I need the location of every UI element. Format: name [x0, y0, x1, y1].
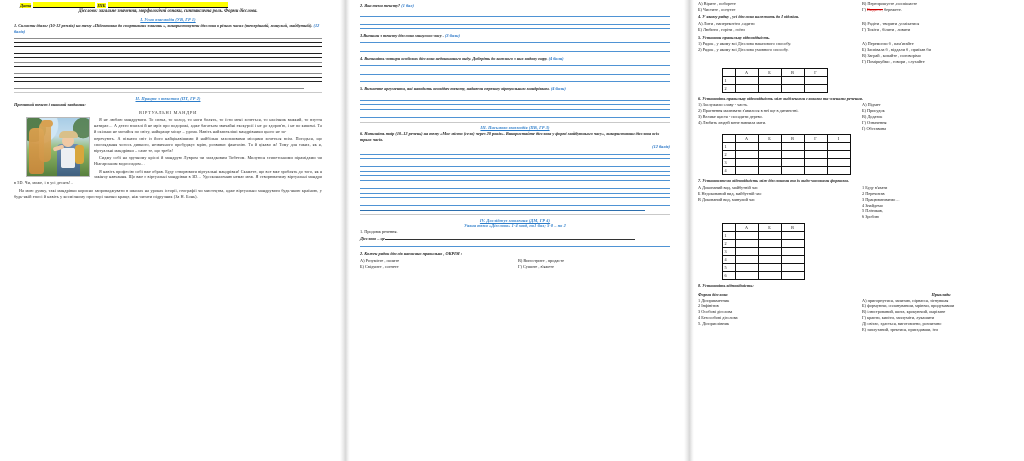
option-text: Любити , горіти , гоїти	[702, 27, 745, 33]
table-head-row	[723, 135, 851, 143]
option-text: Чистите , оснуєте	[702, 7, 736, 13]
match-right-item: 4 Знайдемо	[862, 202, 883, 208]
section-divider	[360, 122, 670, 123]
page-2	[350, 0, 684, 461]
task-1-points: (12 балів)	[14, 23, 320, 34]
match-right-item: Б) Присудок	[862, 108, 885, 114]
option-text: бережете.	[884, 7, 902, 13]
answer-line[interactable]	[360, 104, 670, 105]
match-left-item: В Доконаний вид, минулий час	[698, 196, 755, 202]
option-b[interactable]	[698, 7, 856, 13]
option-text: Сушите , в'яжете	[523, 264, 554, 270]
answer-line[interactable]	[14, 42, 322, 43]
task-iv-1: 1. Продовж речення.	[360, 228, 398, 234]
table-row[interactable]	[723, 264, 805, 272]
col-a: А	[735, 224, 758, 232]
col-b: Б	[758, 135, 781, 143]
match-right-item: Е) заплутаний, зректися, пригадавши, іти	[862, 326, 938, 332]
option-key: Б)	[698, 7, 702, 13]
option-text: Токіти , білити , ловити	[867, 27, 911, 33]
cell[interactable]	[781, 159, 804, 167]
match-left-item: 1) Заслужили славу - часть.	[698, 102, 749, 108]
cell[interactable]	[735, 76, 758, 84]
match-left-item: 5. Дієприслівник	[698, 320, 729, 326]
col-b: Б	[758, 224, 781, 232]
cell[interactable]	[827, 167, 850, 175]
answer-line[interactable]	[360, 81, 670, 82]
answer-table-q7[interactable]	[722, 223, 805, 280]
question-4	[360, 56, 670, 62]
article-paragraph: На мою думку, такі мандрівки корисно запроваджувати в школах на уроках історії, географії чи мистецтва, адже віртуально мандрувати будь-якою країною, у будь-якій епосі й навіть у космічному просторі значно краще, ніж читати підручник (За Н. Бонь).	[14, 187, 322, 199]
date-input-line[interactable]	[33, 2, 95, 8]
row-label: 4	[723, 256, 736, 264]
table-row[interactable]	[723, 248, 805, 256]
article-paragraph: Я навіть професію собі вже обрав. Буду створювати віртуальні мандрівки! Скажете, що все вже зроблять до того, як я закінчу навчання. Що вже є віртуальні мандрівки в 3D… Удосконаленню немає меж. Я створюватиму віртуальні мандри в 5D. Чи, може, і в усі десять!..	[14, 168, 322, 186]
answer-line[interactable]	[360, 210, 645, 211]
cell[interactable]	[735, 272, 758, 280]
match-right-item: Ґ) Обставина	[862, 125, 887, 131]
cell[interactable]	[758, 143, 781, 151]
cell[interactable]	[735, 256, 758, 264]
col-g: Г	[804, 135, 827, 143]
answer-line[interactable]	[360, 51, 670, 52]
match-right-item: Б) формуючи, сплануванши, мріючи, придумавши	[862, 303, 955, 309]
question-5-text: 5. Визначте аргументи, які наводить оповідач тексту, надаючи перевагу віртуальним мандрівкам.	[360, 85, 550, 91]
option-key: Б)	[360, 264, 364, 270]
answer-lines-1[interactable]	[14, 38, 322, 89]
answer-line[interactable]	[360, 180, 670, 181]
match-left-item: 4) Любить людей мене навчила мати.	[698, 119, 767, 125]
answer-line[interactable]	[14, 66, 322, 67]
answer-lines-essay[interactable]	[360, 154, 670, 211]
article-photo-boy-with-giraffes	[26, 117, 90, 177]
match-left-item: 2) Рядок , у якому всі Дієслова умовного способу.	[698, 47, 789, 53]
answer-table-q5[interactable]	[722, 68, 828, 93]
row-label: 3	[723, 248, 736, 256]
answer-line[interactable]	[360, 28, 670, 29]
match-right-item: Д) світає, здається, виготовлено, розпитано	[862, 320, 942, 326]
row-label: 1	[723, 143, 736, 151]
row-label: 2	[723, 84, 736, 92]
option-key: В)	[862, 1, 867, 6]
answer-line[interactable]	[360, 24, 670, 25]
cell[interactable]	[758, 240, 781, 248]
option-b[interactable]	[360, 264, 512, 270]
table-row[interactable]	[723, 240, 805, 248]
match-right-item: 5 Плітикав,	[862, 208, 883, 214]
answer-line[interactable]	[14, 81, 322, 82]
cell[interactable]	[781, 167, 804, 175]
match-right-item: 2 Перечитав	[862, 191, 885, 197]
article-paragraph: Сиджу собі на зручному кріслі й мандрую Лувром чи загадковим Тибетом. Милуюся єгипетськими пірамідами чи Ніагарським водоспадом…	[94, 155, 322, 167]
match-right-item: В) Заграй , копайте , поговорімо	[862, 53, 921, 59]
col-v: В	[781, 68, 804, 76]
question-3	[360, 33, 670, 39]
cell[interactable]	[804, 151, 827, 159]
worksheet-title: Дієслово: загальне значення, морфологічні ознаки, синтаксична роль. Форми дієслова.	[78, 9, 258, 14]
cell[interactable]	[781, 76, 804, 84]
row-label: 2	[723, 240, 736, 248]
col-blank	[723, 68, 736, 76]
question-3-points: (3 бали)	[444, 32, 460, 38]
task-iv-2-options	[360, 258, 670, 270]
page-gutter-1	[340, 0, 350, 461]
cell[interactable]	[781, 84, 804, 92]
task-iv-1-stub-row	[360, 235, 670, 242]
match-left-item: Б Недоконаний вид, майбутній час	[698, 191, 762, 197]
question-5-points: (4 бали)	[550, 85, 566, 91]
cell[interactable]	[758, 248, 781, 256]
option-key: А)	[698, 21, 703, 27]
answer-line[interactable]	[360, 205, 670, 206]
match-right-item: Г) крапти, кипіти, заплуміти, лукашити	[862, 315, 935, 320]
read-instruction: Прочитай текст і виконай завдання:	[14, 101, 86, 107]
section-divider	[14, 92, 322, 93]
page-1	[0, 0, 340, 461]
match-right-item: А) Підмет	[862, 102, 881, 108]
match-right-item: Г) Поміркуймо , говори , слухайте	[862, 58, 925, 64]
answer-line[interactable]	[14, 73, 322, 74]
struck-word: Кидаєте,	[867, 7, 883, 13]
cell[interactable]	[735, 248, 758, 256]
match-right-item: 3 Працюватимемо…	[862, 196, 900, 202]
section-4-heading: IV. Досліджує мовлення (ДМ, ГР 4)	[479, 217, 551, 223]
table-row[interactable]	[723, 256, 805, 264]
cell[interactable]	[804, 76, 827, 84]
answer-line[interactable]	[360, 197, 670, 198]
col-i: І	[827, 135, 850, 143]
row-label: 1	[723, 76, 736, 84]
cell[interactable]	[781, 143, 804, 151]
section-4-subheading: Уявна тема «Дієслово» 1-4 завд, по1 бал; 5-8 – по 2	[464, 222, 566, 228]
question-4-text: 4. У якому рядку , усі дієслова належать до І відміни.	[698, 14, 800, 20]
option-key: В)	[518, 257, 523, 263]
option-key: А)	[698, 1, 703, 6]
cell[interactable]	[758, 159, 781, 167]
option-g[interactable]	[862, 27, 1020, 33]
match-right-item: Г) Означення	[862, 119, 887, 125]
option-text: Свідчите , согнете	[364, 264, 399, 270]
article-body	[14, 117, 322, 201]
task-1-text	[14, 23, 322, 35]
answer-line[interactable]	[360, 166, 670, 167]
cell[interactable]	[735, 159, 758, 167]
answer-line[interactable]	[14, 57, 322, 58]
table-row[interactable]	[723, 151, 851, 159]
table-row[interactable]	[723, 143, 851, 151]
option-key: В)	[862, 21, 867, 27]
col-a: А	[735, 135, 758, 143]
cell[interactable]	[735, 232, 758, 240]
cell[interactable]	[735, 264, 758, 272]
match-left-item: А Доконаний вид, майбутній час	[698, 185, 758, 191]
cell[interactable]	[804, 159, 827, 167]
answer-line[interactable]	[14, 53, 322, 54]
cell[interactable]	[758, 167, 781, 175]
question-5-text: 5. Установи правильну відповідність.	[698, 34, 770, 40]
col-a: А	[735, 68, 758, 76]
section-3-heading: III. Письмово взаємодія (ПВ, ГР 3)	[480, 125, 550, 131]
option-b[interactable]	[698, 27, 856, 33]
article-paragraph: перечують. А пізнати світ із його найцікавішими й найбільш захопливими місцями хочеться всім. Погодься, що споглядання чогось дивного, незвичного пробуджує мрію, розвиває фантазію. Та й цікаво ж! Тому для таких, як я, віртуальні мандрівки – саме те, що треба!	[94, 135, 322, 153]
cell[interactable]	[758, 151, 781, 159]
task-1-body: 1. Скласти діалог (10-12 реплік) на тему «Підготовка до спортивних змагань », використовуючи дієслова в різних часах (теперішній, минулий, майбутній).	[14, 23, 313, 29]
question-4-options	[698, 21, 1020, 33]
table-row[interactable]	[723, 272, 805, 280]
cell[interactable]	[781, 272, 804, 280]
option-key: Г)	[518, 264, 522, 270]
col-v: В	[781, 135, 804, 143]
question-2-text: 2. Яка тема тексту?	[360, 3, 401, 8]
answer-line[interactable]	[360, 188, 670, 189]
article-paragraph: Я не люблю мандрувати. То спека, то холод, то ноги болять, то їсти мені хочеться, то насічник важкий, то взуття натирає… А дехто взагалі й не мріє про подорожі, адже багатьом звичайні екскурсії і не до здоров'ю, і не по кишені. Та й скільки не мотайся по світу, найкраще місце – удома. Навіть найзапекліші мандрівники цього не за-	[94, 116, 322, 134]
row-label: 4	[723, 167, 736, 175]
task-iv-2: 2. Кожен рядок дієслів написано правильно , ОКРІМ :	[360, 251, 463, 257]
cell[interactable]	[735, 143, 758, 151]
question-4-points: (4 бали)	[548, 55, 564, 61]
question-7-text: 7. Установлюємо відповідність між дієсловами та їх видо-часовими формами.	[698, 178, 849, 184]
table-row[interactable]	[723, 76, 828, 84]
answer-table-q6[interactable]	[722, 134, 851, 175]
row-label: 3	[723, 159, 736, 167]
answer-line[interactable]	[360, 154, 670, 155]
option-key: Б)	[698, 27, 702, 33]
q8-left-title: Форми дієслова	[698, 291, 728, 297]
cell[interactable]	[781, 264, 804, 272]
option-key: Г)	[862, 27, 866, 33]
question-4-text: 4. Випишіть чотири особових дієслова недоконаного виду. Доберіть до кожного з них видову пару.	[360, 55, 548, 61]
table-head-row	[723, 224, 805, 232]
answer-line[interactable]	[360, 100, 670, 101]
answer-line[interactable]	[360, 171, 670, 172]
cell[interactable]	[827, 151, 850, 159]
cell[interactable]	[827, 143, 850, 151]
section-1-heading: I. Усно взаємодія (УВ, ГР 1)	[140, 17, 196, 23]
option-g[interactable]	[518, 264, 670, 270]
page-gutter-2	[684, 0, 694, 461]
cell[interactable]	[758, 272, 781, 280]
question-2	[360, 3, 670, 9]
option-text: Вигострите , продасте	[523, 257, 565, 263]
answer-line[interactable]	[360, 109, 670, 110]
table-row[interactable]	[723, 159, 851, 167]
cell[interactable]	[781, 240, 804, 248]
answer-line[interactable]	[360, 74, 670, 75]
cell[interactable]	[827, 159, 850, 167]
cell[interactable]	[735, 84, 758, 92]
answer-line[interactable]	[360, 158, 670, 159]
question-3-text: 3.Випиши з тексту дієслова минулого часу .	[360, 32, 444, 38]
match-right-item: А) Перемогли б , пам'ятайте	[862, 41, 914, 47]
option-key: А)	[360, 257, 365, 263]
row-label: 5	[723, 264, 736, 272]
match-left-item: 3) Велике щастя - посадити дерево.	[698, 114, 763, 120]
row-label: 1	[723, 232, 736, 240]
q8-right-title: Приклади	[931, 291, 951, 297]
match-right-item: В) ілюстрований, шита, крокуючий, оырізане	[862, 309, 946, 315]
question-6-text: 6. Установіть правильну відповідність між виділеними словами та членами речення.	[698, 95, 863, 101]
match-right-item: А) пригорнутися, запитаю, пірнаєся, зігнувшая	[862, 297, 949, 303]
cell[interactable]	[758, 232, 781, 240]
option-text: Розумієте , полите	[365, 257, 400, 263]
name-input-line[interactable]	[108, 2, 228, 8]
match-left-item: 2) Прагнення малювати з'явилося в неї ще в дитинстві.	[698, 108, 799, 114]
cell[interactable]	[758, 264, 781, 272]
cell[interactable]	[735, 151, 758, 159]
cell[interactable]	[758, 256, 781, 264]
answer-line[interactable]	[360, 117, 670, 118]
match-left-item: 4 Безособові дієслова	[698, 315, 738, 320]
question-8-text: 8. Установіть відповідність:	[698, 283, 754, 289]
table-row[interactable]	[723, 167, 851, 175]
answer-line[interactable]	[14, 62, 322, 63]
table-row[interactable]	[723, 84, 828, 92]
question-8-pairs	[698, 292, 1020, 333]
answer-line[interactable]	[360, 42, 670, 43]
row-label: 2	[723, 151, 736, 159]
match-left-item: 1) Рядок , у якому всі Дієслова наказового способу.	[698, 41, 792, 47]
answer-line[interactable]	[360, 175, 670, 176]
col-blank	[723, 224, 736, 232]
match-right-item: 6 Зроблю	[862, 214, 880, 220]
date-label: Дата	[20, 3, 32, 8]
answer-line[interactable]	[360, 246, 670, 247]
question-6-pairs	[698, 102, 1020, 131]
option-g[interactable]	[862, 7, 1020, 13]
name-label: ПІБ	[97, 3, 106, 8]
match-right-item: В) Додаток	[862, 114, 883, 120]
col-b: Б	[758, 68, 781, 76]
question-3-tail-options	[698, 1, 1020, 13]
cell[interactable]	[758, 84, 781, 92]
table-head-row	[723, 68, 828, 76]
match-right-item: 1 Буду в'язати	[862, 185, 888, 191]
option-text: Вірите , поборете	[703, 1, 736, 6]
answer-line[interactable]	[360, 193, 670, 194]
cell[interactable]	[781, 232, 804, 240]
question-5	[360, 86, 670, 92]
cell[interactable]	[735, 240, 758, 248]
cell[interactable]	[758, 76, 781, 84]
question-5-pairs	[698, 41, 1020, 64]
section-divider	[360, 214, 670, 215]
answer-line[interactable]	[360, 16, 670, 17]
cell[interactable]	[804, 167, 827, 175]
option-key: Г)	[862, 7, 866, 13]
question-2-points: (1 бал)	[401, 3, 414, 8]
col-blank	[723, 135, 736, 143]
question-7-pairs	[698, 185, 1020, 220]
col-g: Г	[804, 68, 827, 76]
cell[interactable]	[781, 151, 804, 159]
match-left-item: 2 Інфінітив	[698, 303, 719, 309]
match-right-item: Б) Заспівала б , віддали б , приїхав би	[862, 47, 931, 53]
task-iv-1-stub: Дієслово – це	[360, 235, 385, 241]
match-left-item: 3 Особові дієслова	[698, 309, 733, 315]
task-6-text: 6. Напишіть твір (10–12 речень) на тему «Моє місто (село) через 20 років». Використайте дієслова у формі майбутнього часу», використавши дієслова всіх трьох часів.	[360, 131, 660, 142]
answer-line[interactable]	[14, 77, 322, 78]
task-6-points: (12 балів)	[652, 143, 670, 149]
answer-line[interactable]	[14, 88, 304, 89]
option-text: Лити , наперекотіти ,садити	[703, 21, 755, 27]
row-label: 6	[723, 272, 736, 280]
option-text: Радіти , творити ,усміхатися	[867, 21, 920, 27]
col-v: В	[781, 224, 804, 232]
header-fields	[20, 2, 322, 8]
page-3	[694, 0, 1024, 461]
option-text: Перепрошуєте ,поспішаєте	[867, 1, 918, 6]
cell[interactable]	[735, 167, 758, 175]
match-left-item: 1 Дієприкметник	[698, 297, 730, 303]
cell[interactable]	[804, 143, 827, 151]
cell[interactable]	[781, 256, 804, 264]
cell[interactable]	[804, 84, 827, 92]
answer-line[interactable]	[360, 65, 670, 66]
cell[interactable]	[781, 248, 804, 256]
answer-line[interactable]	[14, 38, 322, 39]
table-row[interactable]	[723, 232, 805, 240]
answer-blank[interactable]	[385, 235, 635, 240]
answer-line[interactable]	[14, 46, 322, 47]
article-title: ВІРТУАЛЬНІ МАНДРИ	[138, 109, 198, 115]
section-2-heading: II. Працює з текстом (ПТ, ГР 2)	[135, 95, 201, 101]
